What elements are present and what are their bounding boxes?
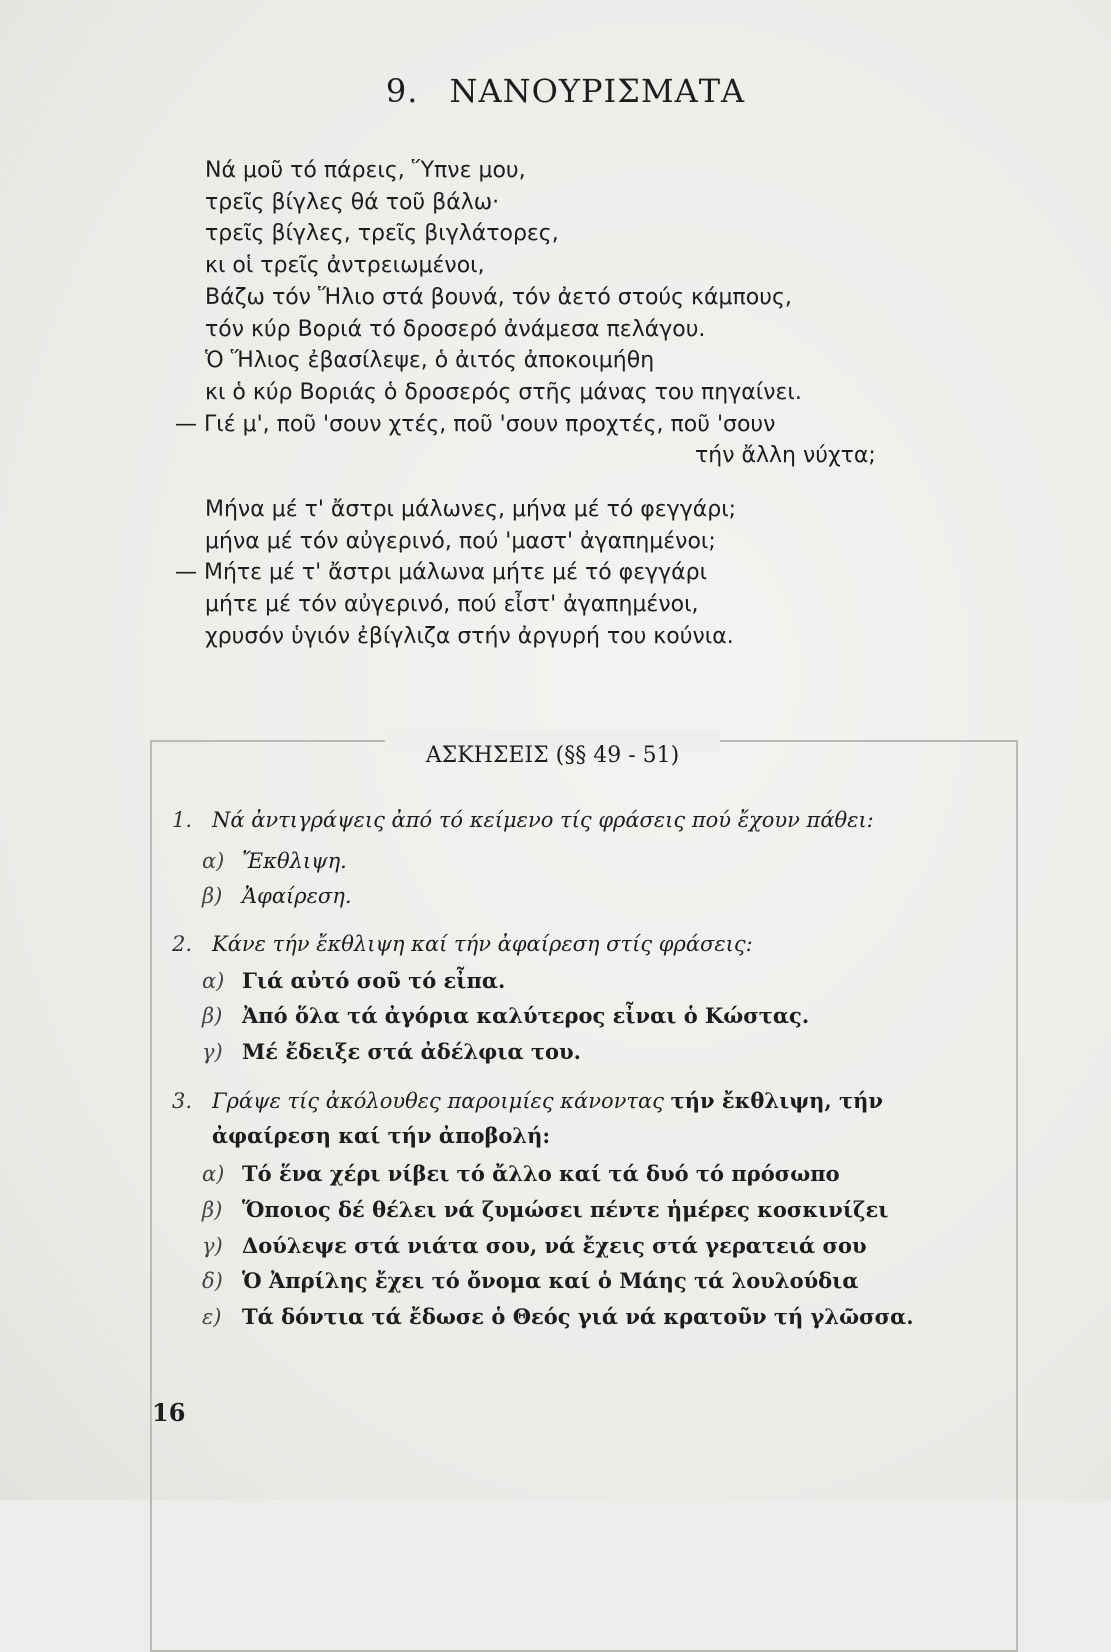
exercise-prompt: Νά ἀντιγράψεις ἀπό τό κείμενο τίς φράσεις πού ἔχουν πάθει: — [212, 808, 874, 832]
poem-line: κι οἱ τρεῖς ἀντρειωμένοι, — [205, 253, 485, 279]
poem-line: — Μήτε μέ τ' ἄστρι μάλωνα μήτε μέ τό φεγγάρι — [175, 560, 708, 586]
poem-line: τρεῖς βίγλες θά τοῦ βάλω· — [205, 189, 500, 215]
poem-line: χρυσόν ὑγιόν ἐβίγλιζα στήν ἀργυρή του κούνια. — [205, 623, 734, 649]
poem-line: Ὁ Ἥλιος ἐβασίλεψε, ὁ ἀιτός ἀποκοιμήθη — [205, 348, 655, 374]
poem-line: — Γιέ μ', ποῦ 'σουν χτές, ποῦ 'σουν προχτές, ποῦ 'σουν — [175, 411, 776, 437]
poem-line: μήνα μέ τόν αὐγερινό, πού 'μαστ' ἀγαπημένοι; — [205, 528, 716, 554]
poem — [175, 155, 965, 653]
exercise-item: α) Ἔκθλιψη. — [202, 849, 347, 873]
exercise-number: 3. — [172, 1089, 193, 1113]
exercise-item: ε) Τά δόντια τά ἔδωσε ὁ Θεός γιά νά κρατοῦν τή γλῶσσα. — [202, 1304, 914, 1329]
exercise-item: α) Τό ἕνα χέρι νίβει τό ἄλλο καί τά δυό τό πρόσωπο — [202, 1161, 840, 1186]
poem-line: Μήνα μέ τ' ἄστρι μάλωνες, μήνα μέ τό φεγγάρι; — [205, 497, 737, 523]
exercise-2-prompt — [172, 932, 753, 956]
poem-line: μήτε μέ τόν αὐγερινό, πού εἶστ' ἀγαπημένοι, — [205, 592, 699, 618]
exercise-item: α) Γιά αὐτό σοῦ τό εἶπα. — [202, 968, 506, 993]
exercise-item: γ) Μέ ἔδειξε στά ἀδέλφια του. — [202, 1039, 581, 1064]
poem-line: τήν ἄλλη νύχτα; — [695, 443, 876, 469]
exercise-item: β) Ἀπό ὅλα τά ἀγόρια καλύτερος εἶναι ὁ Κώστας. — [202, 1003, 810, 1028]
exercise-number: 2. — [172, 932, 193, 956]
exercise-3-prompt: 3. Γράψε τίς ἀκόλουθες παροιμίες κάνοντας τήν ἔκθλιψη, τήν — [172, 1088, 883, 1113]
title-number: 9. — [385, 72, 419, 110]
title-text: ΝΑΝΟΥΡΙΣΜΑΤΑ — [449, 72, 746, 110]
poem-line: Νά μοῦ τό πάρεις, Ὕπνε μου, — [205, 158, 526, 183]
poem-line: τρεῖς βίγλες, τρεῖς βιγλάτορες, — [205, 221, 559, 247]
exercises-frame — [150, 740, 1018, 1652]
exercise-1-prompt — [172, 808, 874, 832]
exercise-3-prompt-cont: ἀφαίρεση καί τήν ἀποβολή: — [212, 1123, 551, 1148]
exercise-item: β) Ὅποιος δέ θέλει νά ζυμώσει πέντε ἡμέρες κοσκινίζει — [202, 1197, 889, 1222]
exercises-heading: ΑΣΚΗΣΕΙΣ (§§ 49 - 51) — [425, 743, 680, 768]
exercise-item: β) Ἀφαίρεση. — [202, 884, 352, 908]
exercise-item: γ) Δούλεψε στά νιάτα σου, νά ἔχεις στά γερατειά σου — [202, 1233, 867, 1258]
exercise-item: δ) Ὁ Ἀπρίλης ἔχει τό ὄνομα καί ὁ Μάης τά λουλούδια — [202, 1268, 859, 1293]
poem-line: τόν κύρ Βοριά τό δροσερό ἀνάμεσα πελάγου. — [205, 316, 706, 342]
exercise-prompt: Κάνε τήν ἔκθλιψη καί τήν ἀφαίρεση στίς φράσεις: — [212, 932, 753, 956]
poem-line: Βάζω τόν Ἥλιο στά βουνά, τόν ἀετό στούς κάμπους, — [205, 284, 792, 310]
exercise-number: 1. — [172, 808, 193, 832]
poem-line: κι ὁ κύρ Βοριάς ὁ δροσερός στῆς μάνας του πηγαίνει. — [205, 379, 802, 405]
page-number: 16 — [152, 1398, 186, 1427]
page-title — [0, 72, 1111, 110]
